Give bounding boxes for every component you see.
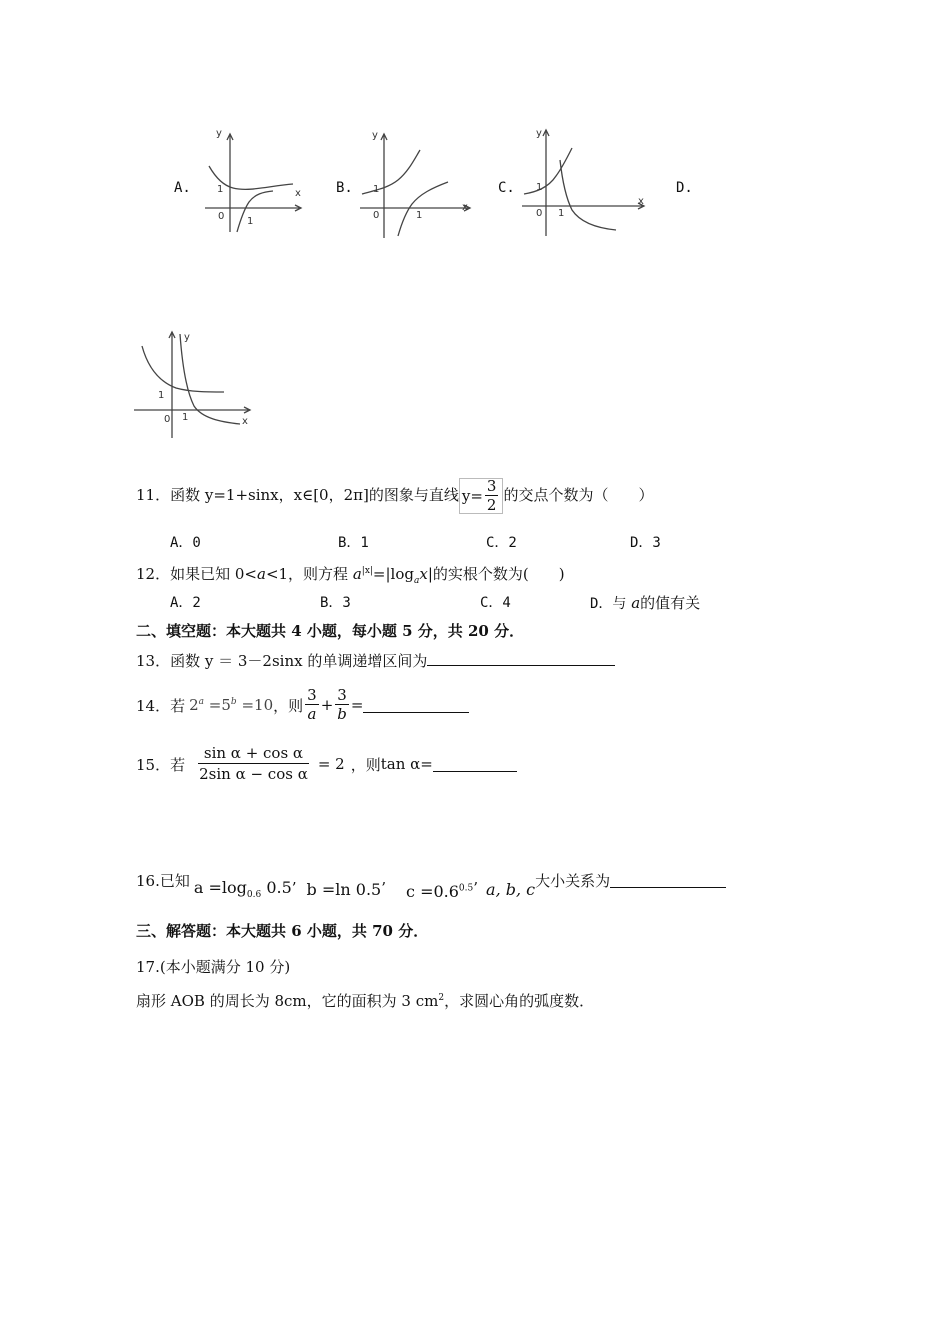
q16-a-expr-wrap (194, 878, 292, 900)
graph-a-y: y (216, 128, 222, 139)
q12-var-a: a (256, 565, 266, 583)
q15-ruo: 若 (170, 755, 186, 774)
q12-eq-exp: |x| (361, 566, 373, 576)
graph-a-origin: 0 (218, 211, 225, 222)
q14-equation (189, 696, 273, 714)
q16-abc: a, b, c (486, 880, 536, 899)
q16-c-expr-wrap (406, 882, 473, 901)
graph-d (132, 328, 254, 440)
q11-line-den: 2 (486, 496, 497, 514)
q15-fraction (193, 746, 314, 782)
q15-eq: = (420, 755, 433, 773)
q16-a-val: 0.5 (261, 878, 292, 898)
question-16 (136, 860, 726, 901)
q14-eq1: =5 (204, 696, 231, 714)
q12-text-3: 的实根个数为( ) (432, 565, 565, 583)
q14-ze: ，则 (273, 696, 304, 715)
q12-option-d (590, 592, 700, 613)
q16-b-expr: b =ln 0.5 (306, 880, 382, 899)
q14-base-2: 2 (189, 696, 199, 714)
graph-c-one-y: 1 (536, 182, 543, 193)
q16-a-sub: 0.6 (246, 890, 262, 901)
q12-text-1: 如果已知 0< (170, 565, 257, 583)
q13-number: 13． (136, 652, 171, 670)
q16-number: 16. (136, 871, 160, 890)
q14-answer-blank[interactable] (363, 698, 469, 713)
option-d-label: D. (676, 180, 693, 196)
q15-ze: ，则 (350, 755, 381, 774)
q12-number: 12． (136, 565, 171, 583)
graph-c-y: y (536, 128, 542, 139)
graph-c (520, 124, 650, 236)
graph-d-one-x: 1 (182, 412, 189, 423)
q14-exp-b: b (230, 697, 237, 707)
question-11 (136, 478, 653, 514)
q12-option-a: A．2 (170, 595, 201, 611)
q16-sep3: ’ (473, 878, 479, 897)
q16-tail: 大小关系为 (535, 872, 611, 890)
graph-b (358, 128, 474, 240)
q11-option-a: A．0 (170, 535, 201, 551)
q16-c-exp: 0.5 (458, 883, 474, 894)
q13-answer-blank[interactable] (427, 651, 615, 666)
q16-answer-blank[interactable] (610, 873, 726, 888)
q14-f1-den: a (307, 705, 317, 723)
graph-d-one-y: 1 (158, 390, 165, 401)
graph-c-origin: 0 (536, 208, 543, 219)
graph-b-one-y: 1 (373, 184, 380, 195)
q14-fraction-1 (305, 688, 319, 722)
graph-d-y: y (184, 332, 190, 343)
graph-a-one-y: 1 (217, 184, 224, 195)
option-a-label: A. (174, 180, 191, 196)
section-3-heading: 三、解答题：本大题共 6 小题，共 70 分． (136, 922, 429, 940)
q14-f2-den: b (337, 705, 347, 723)
graph-a-one-x: 1 (247, 216, 254, 227)
q17-body (136, 990, 594, 1011)
q13-text: 函数 y ＝ 3－2sinx 的单调递增区间为 (170, 652, 428, 670)
q17-sup: 2 (438, 993, 445, 1003)
q12-eq-base: a (352, 565, 362, 583)
q15-den: 2sin α − cos α (199, 765, 308, 783)
q12-option-d-tail: 的值有关 (640, 594, 701, 612)
q11-text-before: 函数 y=1+sinx，x∈[0，2π]的图象与直线 (170, 486, 459, 504)
q12-eq-end: | (427, 565, 433, 583)
q12-option-d-label: D．与 (590, 596, 627, 612)
q11-line-lhs: y= (461, 487, 483, 505)
q11-option-b: B．1 (338, 535, 369, 551)
q11-option-d: D．3 (630, 535, 661, 551)
q16-a-expr: a =log (193, 878, 247, 898)
q15-num: sin α + cos α (198, 746, 309, 764)
graph-a-x: x (295, 188, 301, 199)
graph-b-x: x (462, 202, 468, 213)
q17-text-1: 扇形 AOB 的周长为 8cm，它的面积为 3 cm (136, 992, 439, 1010)
graph-a (203, 128, 303, 234)
q11-option-c: C．2 (486, 535, 517, 551)
q12-eq-mid: =|log (372, 565, 414, 583)
q12-option-c: C．4 (480, 595, 511, 611)
question-14 (136, 688, 469, 722)
q14-number: 14． (136, 696, 171, 715)
q14-ruo: 若 (170, 696, 186, 715)
q15-tan: tan α (380, 755, 421, 773)
section-2-heading: 二、填空题：本大题共 4 小题，每小题 5 分，共 20 分． (136, 622, 525, 640)
graph-c-x: x (638, 196, 644, 207)
question-13 (136, 650, 615, 671)
q17-text-2: ，求圆心角的弧度数． (444, 992, 595, 1010)
q16-c-expr: c =0.6 (406, 882, 459, 901)
q12-option-b: B．3 (320, 595, 351, 611)
option-c-label: C. (498, 180, 515, 196)
q11-number: 11． (136, 486, 171, 504)
q14-eq: = (350, 696, 364, 714)
q14-eq2: =10 (236, 696, 274, 714)
q11-line-num: 3 (486, 477, 497, 495)
graph-b-y: y (372, 130, 378, 141)
q16-yizhi: 已知 (159, 872, 190, 890)
q15-rhs: = 2 (317, 755, 345, 773)
q16-sep2: ’ (381, 878, 387, 897)
q12-eq-sub: a (413, 576, 420, 586)
q12-text-2: <1，则方程 (265, 565, 353, 583)
q15-number: 15． (136, 755, 171, 774)
q11-text-after: 的交点个数为（ ） (503, 486, 654, 504)
q15-answer-blank[interactable] (433, 757, 517, 772)
question-12 (136, 563, 565, 586)
q14-fraction-2 (335, 688, 349, 722)
graph-c-one-x: 1 (558, 208, 565, 219)
q14-f2-num: 3 (337, 686, 347, 704)
q17-header: 17.(本小题满分 10 分) (136, 958, 291, 976)
q14-plus: + (320, 696, 334, 714)
q11-line-fraction (485, 479, 499, 513)
question-15 (136, 746, 517, 782)
q14-f1-num: 3 (307, 686, 317, 704)
graph-b-one-x: 1 (416, 210, 423, 221)
q14-exp-a: a (198, 697, 205, 707)
q16-sep1: ’ (291, 878, 297, 897)
option-b-label: B. (336, 180, 353, 196)
graph-d-x: x (242, 416, 248, 427)
q12-eq-x: x (419, 565, 428, 583)
q11-line-equation (459, 478, 504, 514)
graph-d-origin: 0 (164, 414, 171, 425)
graph-b-origin: 0 (373, 210, 380, 221)
q12-option-d-var: a (631, 594, 641, 612)
